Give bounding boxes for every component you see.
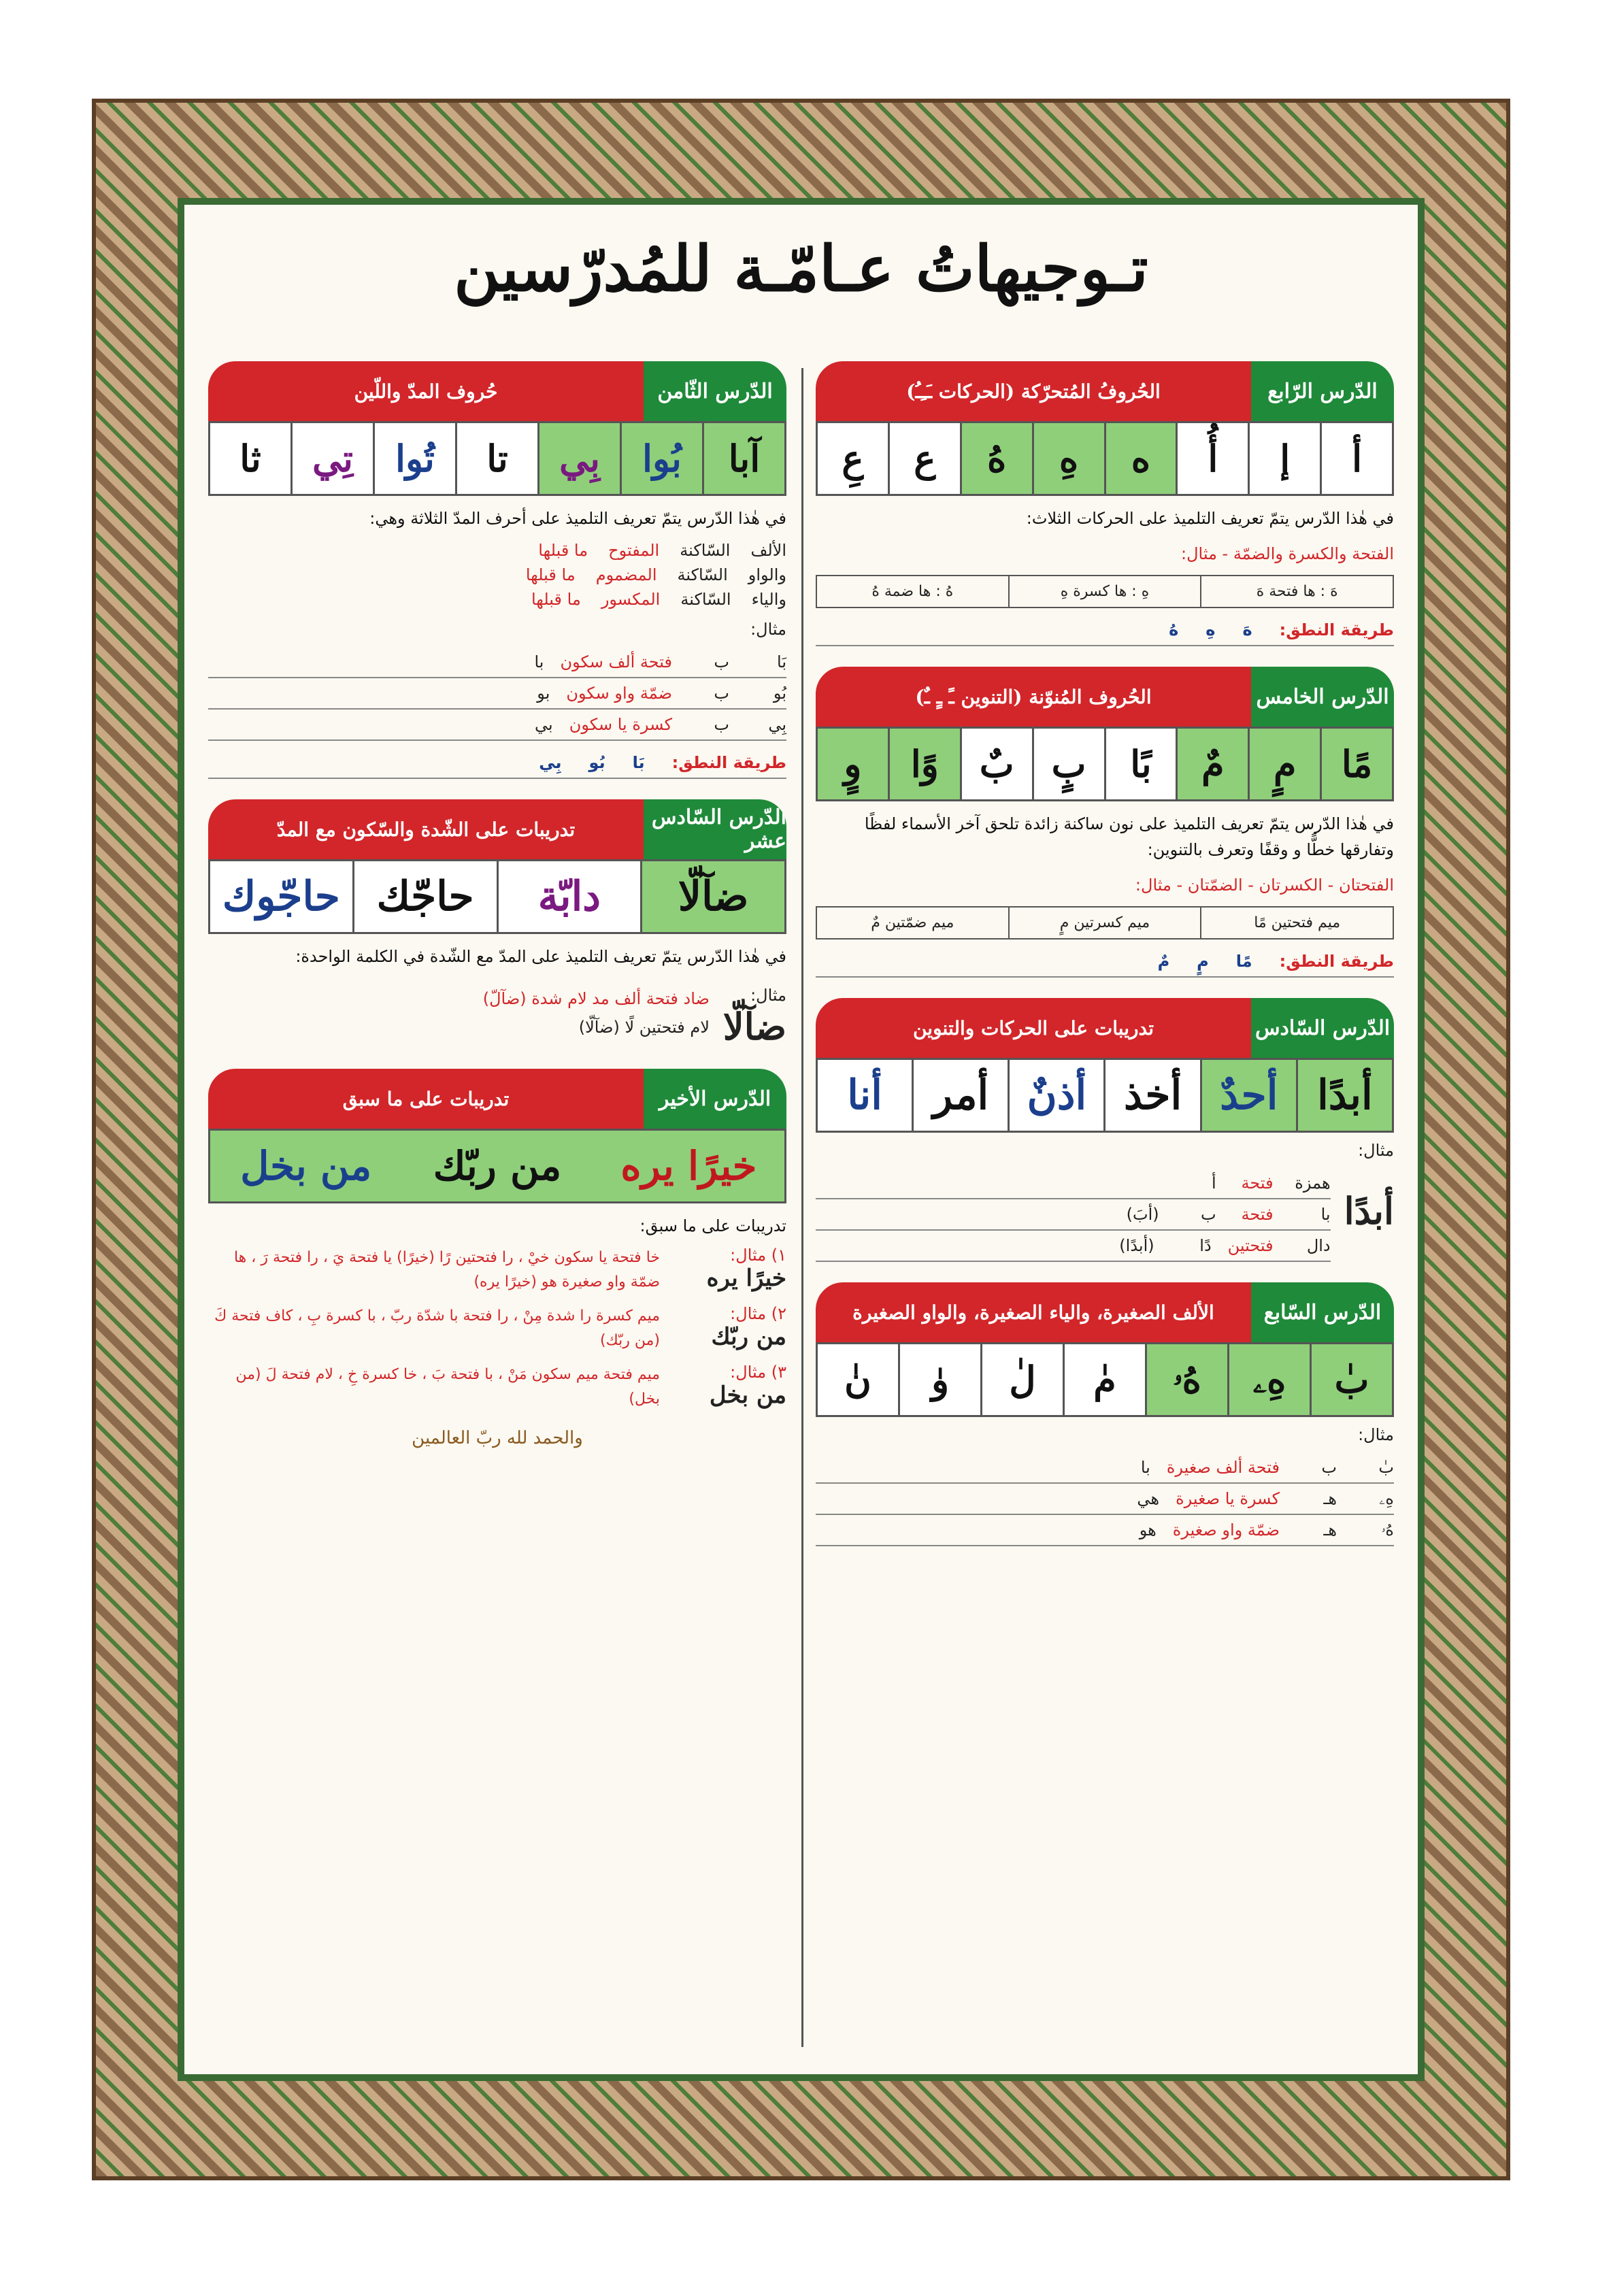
word-cells xyxy=(816,1058,1394,1133)
column-divider xyxy=(801,368,803,2047)
example-cell: (أبدًا) xyxy=(1119,1236,1154,1255)
example-cell: هُ : ها ضمة هُ xyxy=(871,583,954,600)
example-cell: كسرة يا سكون xyxy=(569,715,672,734)
word-cell: حاجّك xyxy=(352,861,497,932)
madd-cell: ما قبلها xyxy=(525,565,576,584)
letter-cell: ه xyxy=(1104,423,1176,494)
example-table xyxy=(816,1452,1394,1546)
example-row xyxy=(816,1484,1394,1515)
example-word: أبدًا xyxy=(1344,1189,1394,1233)
example-text: ميم كسرة را شدة مِنْ ، را فتحة با شدّة ربّ ، با كسرة بِ ، كاف فتحة كَ (من ربّك) xyxy=(214,1308,660,1349)
lesson-header xyxy=(816,361,1394,421)
example-3 xyxy=(208,1363,786,1412)
example-cell: هِ : ها كسرة هِ xyxy=(1008,576,1201,607)
letter-cell: تِي xyxy=(290,423,373,494)
lesson-header xyxy=(208,799,786,859)
example-label: ١) مثال: xyxy=(730,1246,786,1265)
lesson-4 xyxy=(816,361,1394,646)
word-cell: حاجّوك xyxy=(210,861,352,932)
example-1 xyxy=(208,1246,786,1295)
example-label: ٣) مثال: xyxy=(730,1363,786,1382)
example-cell: بٰ xyxy=(1378,1458,1394,1477)
pronunciation-row xyxy=(816,620,1394,646)
pronunciation-value: هِ xyxy=(1205,620,1216,639)
lesson-text: في هٰذا الدّرس يتمّ تعريف التلميذ على أحرف المدّ الثلاثة وهي: xyxy=(369,509,786,528)
lesson-number: الدّرس الثّامن xyxy=(644,361,786,421)
letter-cell: أ xyxy=(1320,423,1392,494)
example-cell: هِۦ xyxy=(1379,1489,1394,1508)
lesson-title: حُروف المدّ واللّين xyxy=(208,361,644,421)
example-cell: همزة xyxy=(1295,1174,1331,1193)
pronunciation-value: هُ xyxy=(1169,620,1179,639)
example-row xyxy=(816,1199,1331,1231)
example-cell: هُۥ xyxy=(1381,1520,1394,1540)
pronunciation-label: طريقة النطق: xyxy=(1279,952,1394,971)
example-label: ٢) مثال: xyxy=(730,1304,786,1323)
pronunciation-value: بِي xyxy=(539,753,562,772)
letter-cell: هِۦ xyxy=(1227,1344,1310,1415)
letter-cell: عِ xyxy=(818,423,888,494)
example-row xyxy=(208,647,786,678)
example-text: لام فتحتين لًا (ضآلّا) xyxy=(578,1018,710,1037)
lesson-8 xyxy=(208,361,786,779)
ornamental-border xyxy=(92,99,1510,2180)
madd-cell: والواو xyxy=(748,565,786,584)
sentence-cell: من ربّك xyxy=(433,1143,562,1189)
lesson-header xyxy=(208,1069,786,1129)
example-label: مثال: xyxy=(750,986,786,1005)
word-cell: أخذ xyxy=(1103,1060,1199,1131)
example-label: مثال: xyxy=(750,620,786,639)
sentence-cell: خيرًا يره xyxy=(620,1143,757,1189)
example-cell: فتحة xyxy=(1241,1174,1274,1193)
example-cell: ضمّة واو سكون xyxy=(566,684,672,703)
pronunciation-row xyxy=(208,753,786,779)
example-row xyxy=(816,1231,1331,1262)
letter-cell: وًا xyxy=(888,729,960,799)
word-cell: دابّة xyxy=(497,861,641,932)
pronunciation-row xyxy=(816,952,1394,978)
example-row xyxy=(208,710,786,741)
pronunciation-value: هَ xyxy=(1242,620,1252,639)
letter-cell: بٌ xyxy=(960,729,1032,799)
lesson-number: الدّرس السّادس عشر xyxy=(644,799,786,859)
example-word: من بخل xyxy=(709,1382,786,1409)
letter-cell: بًا xyxy=(1104,729,1176,799)
closing-text: والحمد لله ربّ العالمين xyxy=(412,1428,583,1448)
madd-lines xyxy=(208,538,786,612)
example-text: خا فتحة يا سكون خيْ ، را فتحتين رًا (خيرًا) يا فتحة يَ ، را فتحة رَ ، ها ضمّة واو صغيرة هو (خيرًا يره) xyxy=(233,1249,660,1291)
example-cell: ضمّة واو صغيرة xyxy=(1172,1520,1280,1540)
letter-cell: إ xyxy=(1248,423,1320,494)
letter-cells xyxy=(816,727,1394,801)
letter-cell: هُۥ xyxy=(1145,1344,1227,1415)
madd-cell: المكسور xyxy=(601,590,661,609)
example-cell: بَا xyxy=(777,652,786,671)
letter-cell: بٰ xyxy=(1310,1344,1392,1415)
example-cell: كسرة يا صغيرة xyxy=(1176,1489,1280,1508)
letter-cell: مٰ xyxy=(1063,1344,1145,1415)
lesson-title: تدريبات على ما سبق xyxy=(208,1069,644,1129)
lesson-header xyxy=(816,667,1394,727)
example-row xyxy=(816,1515,1394,1546)
example-text: ضاد فتحة ألف مد لام شدة (ضآلّ) xyxy=(482,989,710,1008)
madd-line xyxy=(208,563,786,587)
lesson-text: الفتحتان - الكسرتان - الضمّتان - مثال: xyxy=(1135,876,1394,895)
lesson-text: تدريبات على ما سبق: xyxy=(639,1216,786,1235)
lesson-number: الدّرس السّادس xyxy=(1251,998,1394,1058)
letter-cell: بُوا xyxy=(620,423,702,494)
example-row xyxy=(208,678,786,710)
lesson-header xyxy=(816,1282,1394,1342)
example-cell: فتحتين xyxy=(1227,1236,1274,1255)
example-cell: ميم ضمّتين مٌ xyxy=(871,914,954,931)
example-box xyxy=(816,906,1394,939)
example-cell: ميم كسرتين مٍ xyxy=(1008,908,1201,938)
example-cell: أ xyxy=(1211,1174,1216,1193)
lesson-text: الفتحة والكسرة والضمّة - مثال: xyxy=(1180,544,1394,563)
example-cell: ب xyxy=(1201,1205,1216,1224)
letter-cells xyxy=(816,421,1394,496)
madd-line xyxy=(208,587,786,612)
page-title: تـوجيهاتُ عـامّـة للمُدرّسين xyxy=(454,232,1148,305)
example-word: خيرًا يره xyxy=(706,1265,786,1292)
example-cell: ب xyxy=(714,684,729,703)
letter-cells xyxy=(816,1342,1394,1417)
lesson-5 xyxy=(816,667,1394,978)
word-cell: أنا xyxy=(818,1060,912,1131)
example-cell: فتحة ألف صغيرة xyxy=(1166,1458,1280,1477)
sentence-cells xyxy=(208,1129,786,1203)
example-cell: با xyxy=(1140,1458,1150,1477)
letter-cell: وٍ xyxy=(818,729,888,799)
right-column xyxy=(816,361,1394,1567)
example-cell: هـ xyxy=(1323,1489,1337,1508)
letter-cell: وٰ xyxy=(898,1344,980,1415)
lesson-7 xyxy=(816,1282,1394,1546)
lesson-number: الدّرس السّابع xyxy=(1251,1282,1394,1342)
example-box xyxy=(816,575,1394,608)
letter-cell: بٍ xyxy=(1032,729,1104,799)
letter-cell: هُ xyxy=(960,423,1032,494)
madd-cell: ما قبلها xyxy=(538,541,588,560)
example-table xyxy=(208,647,786,741)
lesson-last xyxy=(208,1069,786,1448)
lesson-title: الحُروف المُنوّنة (التنوين ـً ـٍ ـٌ) xyxy=(816,667,1251,727)
word-cells xyxy=(208,859,786,934)
letter-cell: مٍ xyxy=(1248,729,1320,799)
example-cell: دال xyxy=(1306,1236,1331,1255)
lesson-number: الدّرس الرّابع xyxy=(1251,361,1394,421)
example-cell: ب xyxy=(714,715,729,734)
example-cell: با xyxy=(534,652,544,671)
letter-cell: آبا xyxy=(702,423,784,494)
example-cell: بُو xyxy=(773,684,786,703)
page-panel xyxy=(178,198,1425,2081)
lesson-16 xyxy=(208,799,786,1048)
example-cell: فتحة xyxy=(1241,1205,1274,1224)
lesson-number: الدّرس الخامس xyxy=(1251,667,1394,727)
letter-cells xyxy=(208,421,786,496)
example-cell: هـ xyxy=(1323,1520,1337,1540)
letter-cell: نٰ xyxy=(818,1344,898,1415)
letter-cell: ثا xyxy=(210,423,290,494)
madd-cell: الألف xyxy=(750,541,786,560)
lesson-title: تدريبات على الشّدة والسّكون مع المدّ xyxy=(208,799,644,859)
example-cell: هو xyxy=(1139,1520,1157,1540)
lesson-title: الألف الصغيرة، والياء الصغيرة، والواو الصغيرة xyxy=(816,1282,1251,1342)
example-label: مثال: xyxy=(1358,1425,1394,1444)
word-cell: أبدًا xyxy=(1296,1060,1392,1131)
madd-cell: السّاكنة xyxy=(680,590,731,609)
lesson-text: في هٰذا الدّرس يتمّ تعريف التلميذ على المدّ مع الشّدة في الكلمة الواحدة: xyxy=(295,947,786,966)
letter-cell: مٌ xyxy=(1176,729,1248,799)
pronunciation-label: طريقة النطق: xyxy=(671,753,786,772)
example-cell: فتحة ألف سكون xyxy=(560,652,672,671)
madd-cell: السّاكنة xyxy=(680,541,731,560)
example-cell: دًا xyxy=(1199,1236,1212,1255)
lesson-6 xyxy=(816,998,1394,1262)
example-cell: ميم فتحتين مًا xyxy=(1200,908,1393,938)
pronunciation-label: طريقة النطق: xyxy=(1279,620,1394,639)
letter-cell: ع xyxy=(888,423,960,494)
example-cell xyxy=(1118,1174,1159,1193)
madd-cell: والياء xyxy=(751,590,786,609)
word-cell: أذنٌ xyxy=(1008,1060,1103,1131)
left-column xyxy=(208,361,786,1469)
example-word: من ربّك xyxy=(711,1323,786,1350)
lesson-title: تدريبات على الحركات والتنوين xyxy=(816,998,1251,1058)
letter-cell: مًا xyxy=(1320,729,1392,799)
lesson-header xyxy=(816,998,1394,1058)
letter-cell: لٰ xyxy=(980,1344,1063,1415)
word-cell: ضآلّا xyxy=(640,861,784,932)
madd-cell: المفتوح xyxy=(608,541,660,560)
pronunciation-value: مًا xyxy=(1235,952,1252,971)
madd-cell: السّاكنة xyxy=(677,565,728,584)
lesson-number: الدّرس الأخير xyxy=(644,1069,786,1129)
madd-cell: المضموم xyxy=(595,565,657,584)
pronunciation-value: مٌ xyxy=(1157,952,1170,971)
letter-cell: تُوا xyxy=(373,423,455,494)
example-word: ضآلّا xyxy=(722,1005,786,1048)
example-2 xyxy=(208,1304,786,1353)
example-cell: بو xyxy=(537,684,550,703)
lesson-header xyxy=(208,361,786,421)
example-cell: هَ : ها فتحة هَ xyxy=(1200,576,1393,607)
pronunciation-value: بُو xyxy=(588,753,605,772)
lesson-text: في هٰذا الدّرس يتمّ تعريف التلميذ على الحركات الثلاث: xyxy=(1026,509,1394,528)
pronunciation-value: مٍ xyxy=(1197,952,1209,971)
example-block xyxy=(816,1160,1394,1262)
lesson-title: الحُروفُ المُتحرّكة (الحركات ـَـِـُ) xyxy=(816,361,1251,421)
sentence-cell: من بخل xyxy=(240,1143,372,1189)
example-cell: (أبَ) xyxy=(1126,1205,1159,1224)
example-cell: ب xyxy=(714,652,729,671)
example-cell: هي xyxy=(1137,1489,1160,1508)
example-table xyxy=(816,1168,1331,1262)
pronunciation-value: بَا xyxy=(632,753,645,772)
madd-cell: ما قبلها xyxy=(531,590,581,609)
letter-cell: أُ xyxy=(1176,423,1248,494)
example-label: مثال: xyxy=(1358,1141,1394,1160)
example-text: ميم فتحة ميم سكون مَنْ ، با فتحة بَ ، خا كسرة خِ ، لام فتحة لَ (من بخل) xyxy=(235,1366,660,1408)
lesson-text: في هٰذا الدّرس يتمّ تعريف التلميذ على نون ساكنة زائدة تلحق آخر الأسماء لفظًا وتفارقها خطًّا و وقفًا وتعرف بالتنوين: xyxy=(864,814,1394,859)
word-cell: أمر xyxy=(912,1060,1008,1131)
letter-cell: تا xyxy=(455,423,537,494)
example-row xyxy=(816,1452,1394,1484)
madd-line xyxy=(208,538,786,563)
letter-cell: هِ xyxy=(1032,423,1104,494)
example-block xyxy=(208,978,786,1048)
word-cell: أحدٌ xyxy=(1200,1060,1296,1131)
example-cell: با xyxy=(1320,1205,1331,1224)
example-cell: ب xyxy=(1321,1458,1337,1477)
example-cell: بِي xyxy=(768,715,786,734)
letter-cell: بِي xyxy=(537,423,620,494)
example-cell: بي xyxy=(535,715,553,734)
example-row xyxy=(816,1168,1331,1199)
